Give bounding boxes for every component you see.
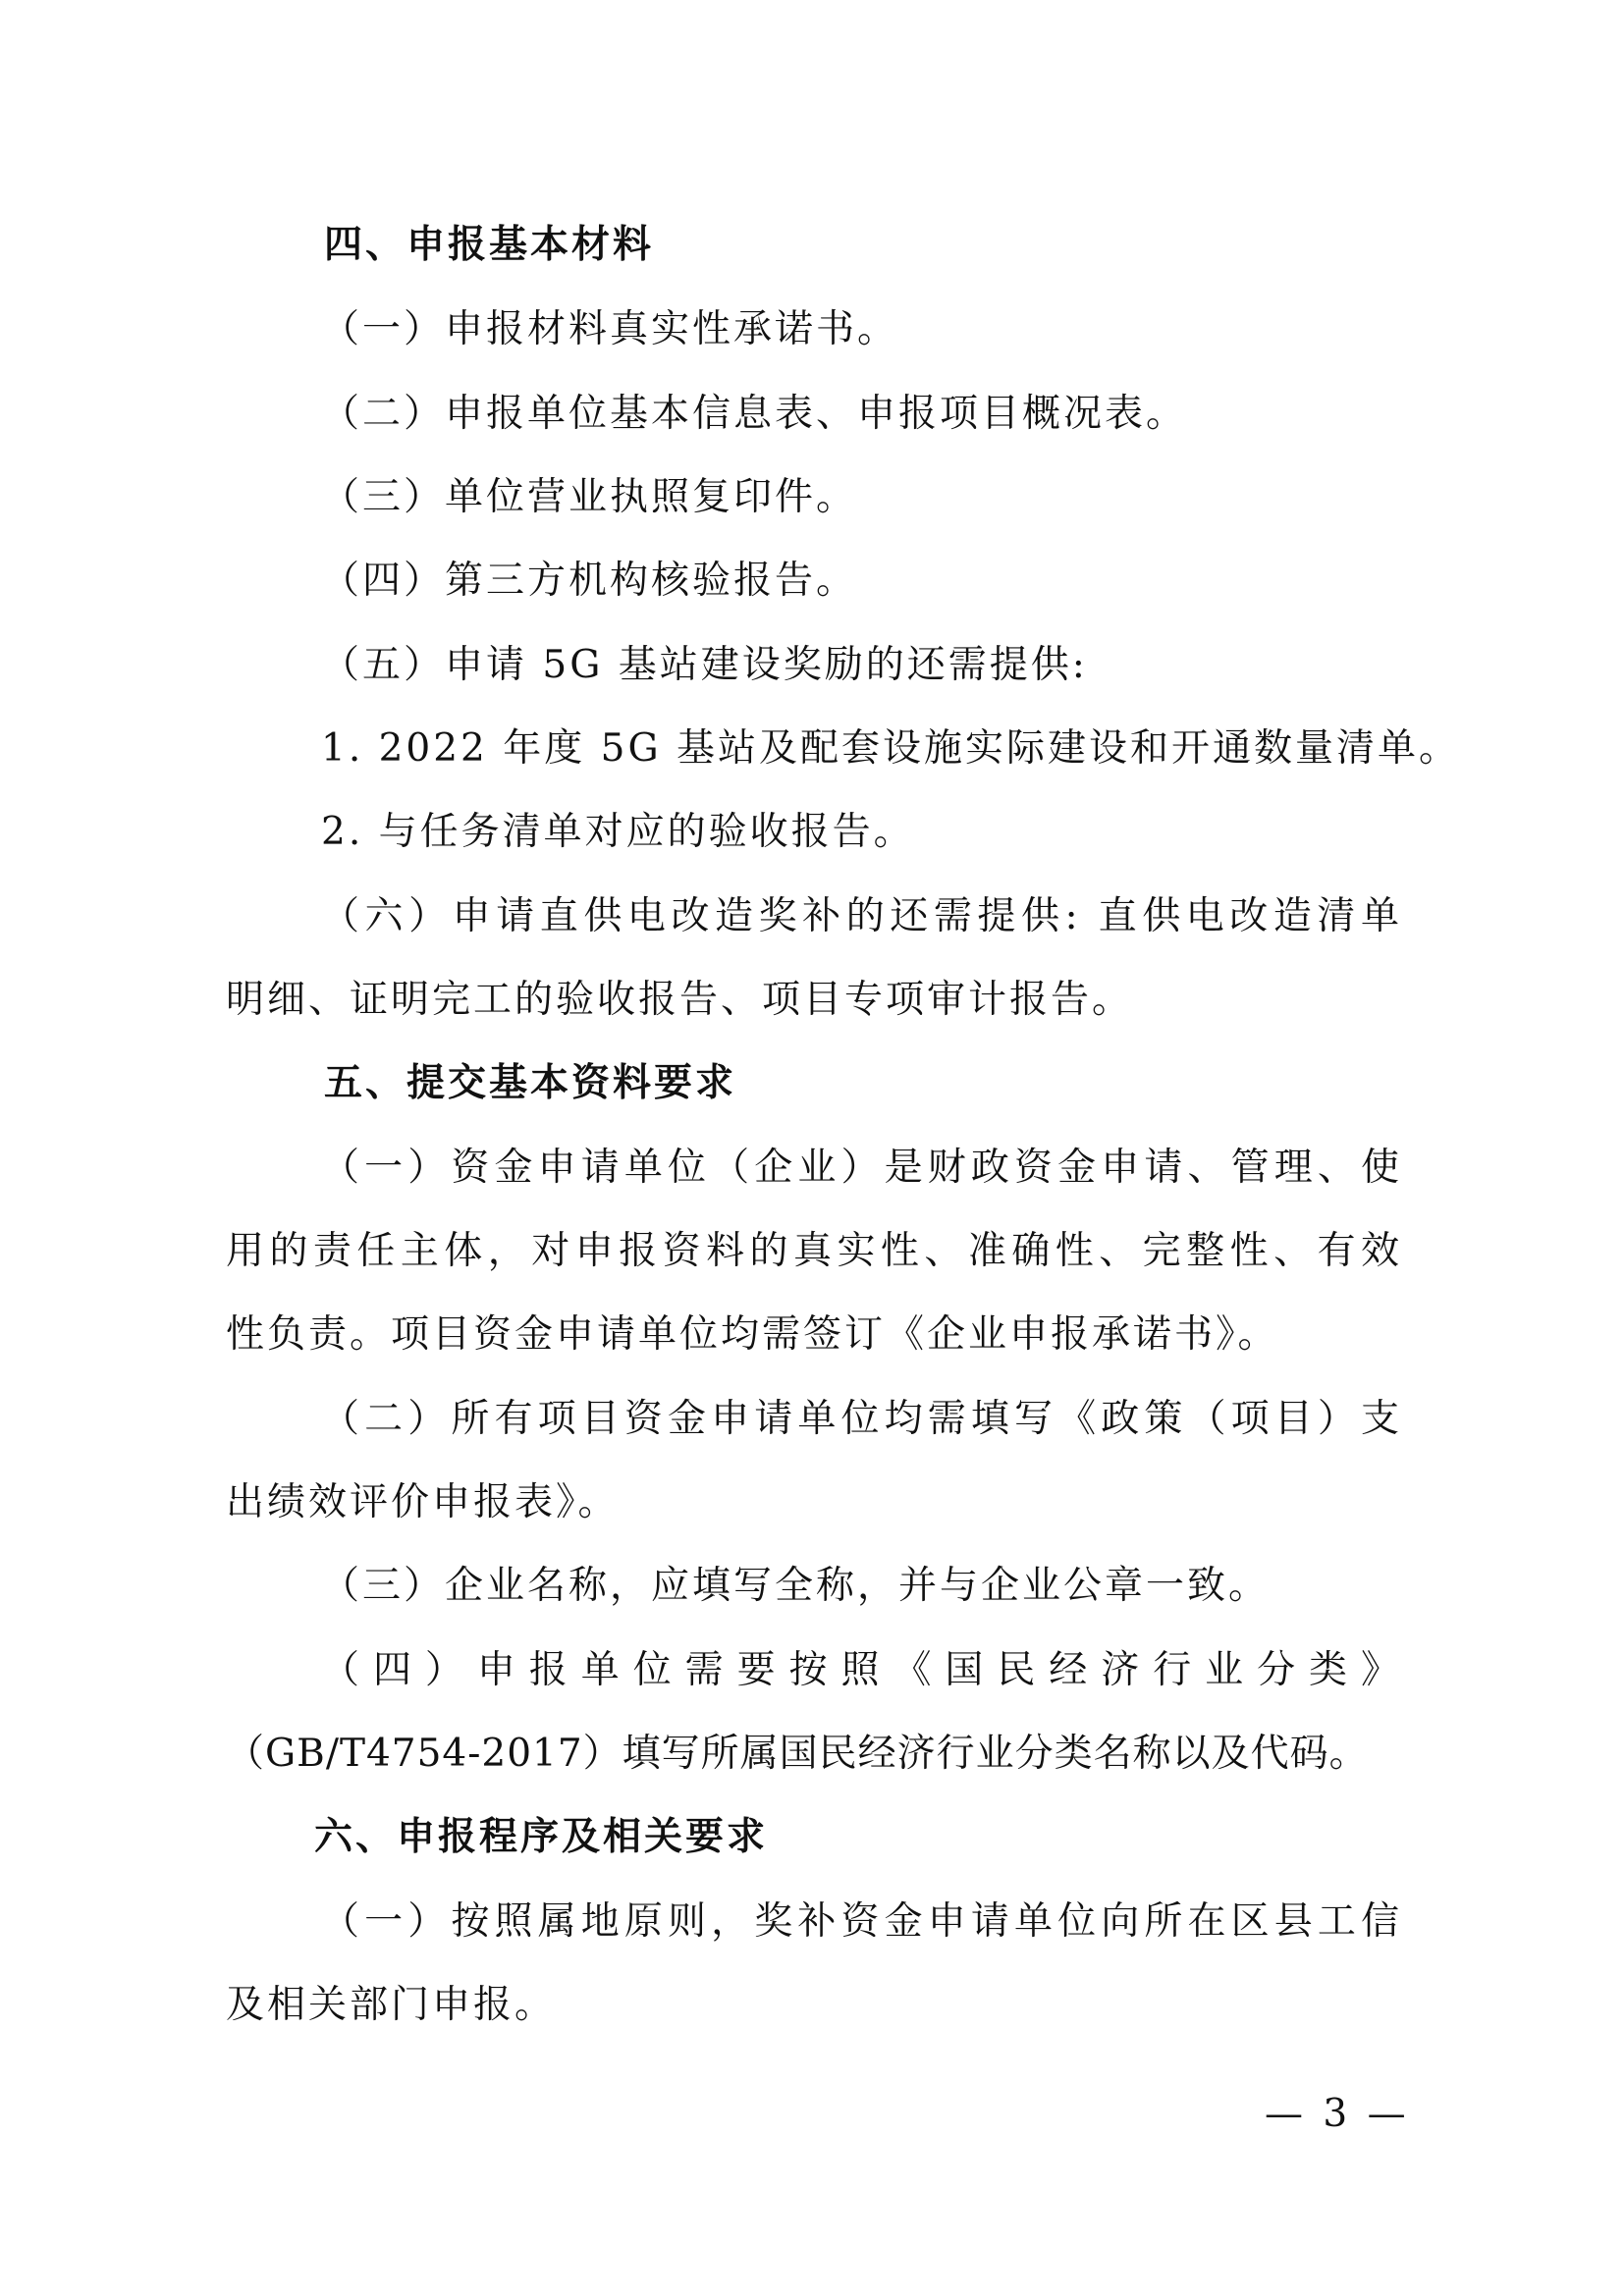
materials-item-3: （三）单位营业执照复印件。 (321, 475, 858, 519)
section-heading-requirements: 五、提交基本资料要求 (324, 1061, 737, 1105)
section-heading-materials: 四、申报基本材料 (324, 223, 655, 267)
procedure-p1-line-1: （一）按照属地原则，奖补资金申请单位向所在区县工信 (321, 1899, 1402, 1944)
requirements-p1-line-3: 性负责。项目资金申请单位均需签订《企业申报承诺书》。 (226, 1312, 1279, 1357)
materials-item-2: （二）申报单位基本信息表、申报项目概况表。 (321, 392, 1188, 436)
requirements-p2-line-2: 出绩效评价申报表》。 (226, 1480, 620, 1524)
materials-item-4: （四）第三方机构核验报告。 (321, 559, 858, 603)
section-heading-procedure: 六、申报程序及相关要求 (314, 1815, 769, 1859)
requirements-p4-line-2: （GB/T4754-2017）填写所属国民经济行业分类名称以及代码。 (226, 1732, 1369, 1776)
requirements-p1-line-2: 用的责任主体，对申报资料的真实性、准确性、完整性、有效 (226, 1229, 1402, 1273)
materials-subitem-1: 1. 2022 年度 5G 基站及配套设施实际建设和开通数量清单。 (321, 726, 1461, 771)
requirements-p2-line-1: （二）所有项目资金申请单位均需填写《政策（项目）支 (321, 1397, 1402, 1441)
requirements-p1-line-1: （一）资金申请单位（企业）是财政资金申请、管理、使 (321, 1146, 1402, 1190)
procedure-p1-line-2: 及相关部门申报。 (226, 1983, 557, 2027)
materials-subitem-2: 2. 与任务清单对应的验收报告。 (321, 810, 915, 854)
materials-item-6-line-1: （六）申请直供电改造奖补的还需提供: 直供电改造清单 (321, 894, 1402, 938)
requirements-p4-line-1: （四）申报单位需要按照《国民经济行业分类》 (321, 1648, 1402, 1692)
materials-item-5: （五）申请 5G 基站建设奖励的还需提供: (321, 643, 1088, 687)
requirements-p3: （三）企业名称，应填写全称，并与企业公章一致。 (321, 1564, 1271, 1608)
materials-item-6-line-2: 明细、证明完工的验收报告、项目专项审计报告。 (226, 978, 1134, 1022)
materials-item-1: （一）申报材料真实性承诺书。 (321, 307, 899, 351)
page-number: — 3 — (1265, 2092, 1410, 2136)
